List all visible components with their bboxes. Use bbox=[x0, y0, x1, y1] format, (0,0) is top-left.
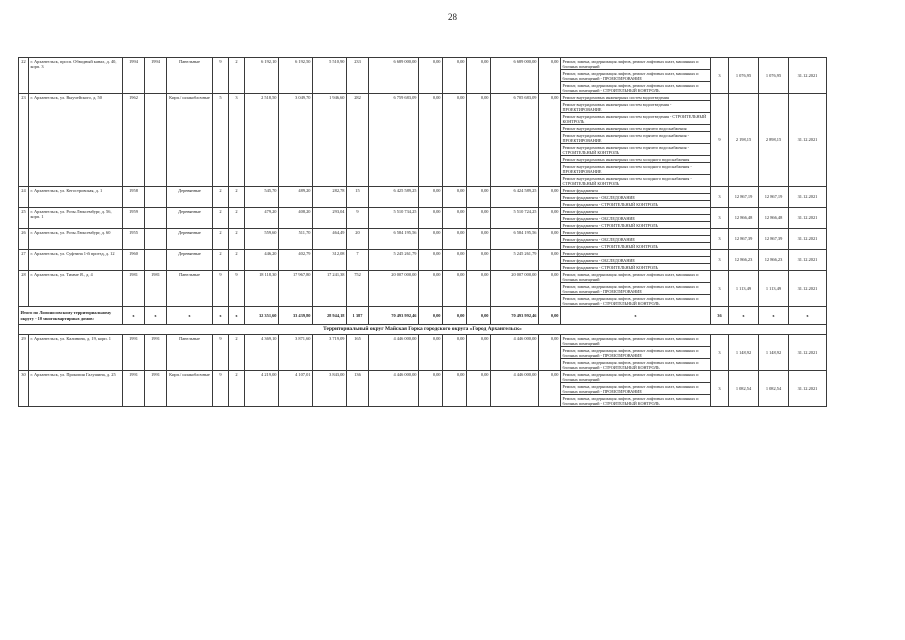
cell-unit2: 12 866,48 bbox=[759, 208, 789, 229]
cell-floors: 5 bbox=[213, 94, 229, 187]
cell-year1: 1962 bbox=[123, 94, 145, 187]
work-item: Ремонт, замена, модернизация лифтов, ремонт лифтовых шахт, машинных и блочных помещений bbox=[561, 335, 710, 347]
cell-cost-total: 20 007 000,00 bbox=[369, 271, 419, 307]
table-row bbox=[19, 94, 827, 187]
cell-wall: Кирп./ шлакоблочные bbox=[167, 94, 213, 187]
cell-date: 31.12.2021 bbox=[789, 94, 827, 187]
work-item: Ремонт внутридомовых инженерных систем водоотведения - СТРОИТЕЛЬНЫЙ КОНТРОЛЬ bbox=[561, 113, 710, 125]
cell-area3: 3 719,09 bbox=[313, 335, 347, 371]
cell-budget1: 0,00 bbox=[443, 335, 467, 371]
cell-budget2: 0,00 bbox=[467, 187, 491, 208]
cell-address: г. Архангельск, ул. Калинина, д. 19, корп. 1 bbox=[29, 335, 123, 371]
cell-address: г. Архангельск, ул. Розы Люксембург, д. 56, корп. 1 bbox=[29, 208, 123, 229]
cell-wall: Панельные bbox=[167, 335, 213, 371]
work-item: Ремонт фундамента - ОБСЛЕДОВАНИЕ bbox=[561, 236, 710, 243]
cell-area1: 559,60 bbox=[245, 229, 279, 250]
cell-works bbox=[561, 229, 711, 250]
cell-other: 0,00 bbox=[539, 208, 561, 229]
cell-cost-total: 6 425 589,25 bbox=[369, 187, 419, 208]
work-item: Ремонт, замена, модернизация лифтов, ремонт лифтовых шахт, машинных и блочных помещений bbox=[561, 58, 710, 70]
cell-unit1: 2 198,15 bbox=[729, 94, 759, 187]
cell-entrances: 2 bbox=[229, 250, 245, 271]
cell-no: 27 bbox=[19, 250, 29, 271]
cell-entrances: 2 bbox=[229, 335, 245, 371]
total-count: 36 bbox=[711, 307, 729, 325]
cell-area3: 464,49 bbox=[313, 229, 347, 250]
cell-budget1: 0,00 bbox=[443, 371, 467, 407]
cell-area1: 4 219,00 bbox=[245, 371, 279, 407]
cell-address: г. Архангельск, ул. Тимме Я., д. 4 bbox=[29, 271, 123, 307]
cell-fund: 0,00 bbox=[419, 208, 443, 229]
cell-budget1: 0,00 bbox=[443, 187, 467, 208]
cell-date: 31.12.2021 bbox=[789, 250, 827, 271]
table-total bbox=[19, 307, 827, 335]
cell-floors: 9 bbox=[213, 371, 229, 407]
cell-budget2: 0,00 bbox=[467, 58, 491, 94]
cell-budget1: 0,00 bbox=[443, 208, 467, 229]
cell-cost-total: 6 759 683,09 bbox=[369, 94, 419, 187]
work-item: Ремонт внутридомовых инженерных систем водоотведения - ПРОЕКТИРОВАНИЕ bbox=[561, 101, 710, 113]
total-cell: x bbox=[145, 307, 167, 325]
cell-owners: 6 689 000,00 bbox=[491, 58, 539, 94]
cell-year2: 1991 bbox=[145, 335, 167, 371]
cell-works bbox=[561, 371, 711, 407]
cell-entrances: 9 bbox=[229, 271, 245, 307]
cell-budget2: 0,00 bbox=[467, 250, 491, 271]
cell-year2: 1994 bbox=[145, 58, 167, 94]
table-row bbox=[19, 187, 827, 208]
cell-cost-total: 4 446 000,00 bbox=[369, 335, 419, 371]
cell-count: 3 bbox=[711, 229, 729, 250]
cell-residents: 752 bbox=[347, 271, 369, 307]
cell-area2: 3 049,70 bbox=[279, 94, 313, 187]
cell-unit2: 1 113,49 bbox=[759, 271, 789, 307]
cell-address: г. Архангельск, ул. Суфтина 1-й проезд, д. 12 bbox=[29, 250, 123, 271]
cell-unit1: 1 076,95 bbox=[729, 58, 759, 94]
cell-cost-total: 6 689 000,00 bbox=[369, 58, 419, 94]
cell-entrances: 2 bbox=[229, 208, 245, 229]
total-unit2: x bbox=[759, 307, 789, 325]
table-row bbox=[19, 250, 827, 271]
cell-floors: 2 bbox=[213, 250, 229, 271]
work-item: Ремонт фундамента bbox=[561, 250, 710, 257]
cell-budget1: 0,00 bbox=[443, 58, 467, 94]
cell-entrances: 3 bbox=[229, 94, 245, 187]
cell-year2: 1981 bbox=[145, 271, 167, 307]
cell-no: 22 bbox=[19, 58, 29, 94]
work-item: Ремонт, замена, модернизация лифтов, ремонт лифтовых шахт, машинных и блочных помещений - ПРОЕКТИРОВАНИЕ bbox=[561, 383, 710, 395]
cell-year1: 1958 bbox=[123, 187, 145, 208]
total-budget1: 0,00 bbox=[443, 307, 467, 325]
cell-cost-total: 5 245 261,79 bbox=[369, 250, 419, 271]
cell-area1: 479,20 bbox=[245, 208, 279, 229]
work-item: Ремонт, замена, модернизация лифтов, ремонт лифтовых шахт, машинных и блочных помещений - СТРОИТЕЛЬНЫЙ КОНТРОЛЬ bbox=[562, 82, 699, 93]
work-item: Ремонт внутридомовых инженерных систем холодного водоснабжения - ПРОЕКТИРОВАНИЕ bbox=[561, 163, 710, 175]
total-cell: x bbox=[123, 307, 145, 325]
table-row bbox=[19, 58, 827, 94]
section-row bbox=[19, 325, 827, 335]
program-table-sheet bbox=[18, 57, 827, 407]
cell-area2: 408,20 bbox=[279, 208, 313, 229]
cell-count: 3 bbox=[711, 371, 729, 407]
work-item: Ремонт фундамента - ОБСЛЕДОВАНИЕ bbox=[561, 257, 710, 264]
cell-area2: 3 871,60 bbox=[279, 335, 313, 371]
cell-no: 23 bbox=[19, 94, 29, 187]
cell-floors: 2 bbox=[213, 187, 229, 208]
cell-area2: 402,79 bbox=[279, 250, 313, 271]
work-item: Ремонт фундамента - СТРОИТЕЛЬНЫЙ КОНТРОЛЬ bbox=[562, 222, 658, 228]
cell-unit1: 12 866,23 bbox=[729, 250, 759, 271]
cell-budget2: 0,00 bbox=[467, 271, 491, 307]
cell-unit2: 2 898,15 bbox=[759, 94, 789, 187]
cell-budget2: 0,00 bbox=[467, 229, 491, 250]
cell-fund: 0,00 bbox=[419, 335, 443, 371]
total-cell: x bbox=[167, 307, 213, 325]
total-area2: 33 439,80 bbox=[279, 307, 313, 325]
cell-owners: 5 510 724,25 bbox=[491, 208, 539, 229]
cell-entrances: 2 bbox=[229, 58, 245, 94]
cell-area3: 293,04 bbox=[313, 208, 347, 229]
work-item: Ремонт, замена, модернизация лифтов, ремонт лифтовых шахт, машинных и блочных помещений - ПРОЕКТИРОВАНИЕ bbox=[561, 283, 710, 295]
cell-residents: 165 bbox=[347, 335, 369, 371]
cell-works bbox=[561, 94, 711, 187]
program-table bbox=[18, 57, 827, 407]
cell-area1: 446,20 bbox=[245, 250, 279, 271]
cell-date: 31.12.2021 bbox=[789, 335, 827, 371]
cell-residents: 282 bbox=[347, 94, 369, 187]
cell-no: 28 bbox=[19, 271, 29, 307]
cell-residents: 136 bbox=[347, 371, 369, 407]
cell-works bbox=[561, 208, 711, 229]
cell-fund: 0,00 bbox=[419, 371, 443, 407]
cell-budget1: 0,00 bbox=[443, 250, 467, 271]
cell-budget1: 0,00 bbox=[443, 229, 467, 250]
cell-unit2: 1 076,95 bbox=[759, 58, 789, 94]
cell-budget2: 0,00 bbox=[467, 94, 491, 187]
cell-no: 25 bbox=[19, 208, 29, 229]
table-row bbox=[19, 371, 827, 407]
cell-other: 0,00 bbox=[539, 94, 561, 187]
cell-no: 30 bbox=[19, 371, 29, 407]
cell-year2 bbox=[145, 229, 167, 250]
cell-wall: Панельные bbox=[167, 58, 213, 94]
total-date: x bbox=[789, 307, 827, 325]
cell-fund: 0,00 bbox=[419, 58, 443, 94]
cell-area1: 18 118,30 bbox=[245, 271, 279, 307]
cell-unit2: 1 148,92 bbox=[759, 335, 789, 371]
cell-other: 0,00 bbox=[539, 371, 561, 407]
cell-budget1: 0,00 bbox=[443, 271, 467, 307]
cell-residents: 20 bbox=[347, 229, 369, 250]
cell-budget2: 0,00 bbox=[467, 335, 491, 371]
total-budget2: 0,00 bbox=[467, 307, 491, 325]
cell-fund: 0,00 bbox=[419, 94, 443, 187]
cell-count: 3 bbox=[711, 250, 729, 271]
cell-works bbox=[561, 250, 711, 271]
cell-wall: Панельные bbox=[167, 271, 213, 307]
cell-residents: 15 bbox=[347, 187, 369, 208]
cell-address: г. Архангельск, ул. Выучейского, д. 50 bbox=[29, 94, 123, 187]
work-item: Ремонт фундамента - ОБСЛЕДОВАНИЕ bbox=[561, 194, 710, 201]
cell-date: 31.12.2021 bbox=[789, 208, 827, 229]
cell-unit1: 1 082,54 bbox=[729, 371, 759, 407]
cell-date: 31.12.2021 bbox=[789, 229, 827, 250]
cell-no: 24 bbox=[19, 187, 29, 208]
work-item: Ремонт, замена, модернизация лифтов, ремонт лифтовых шахт, машинных и блочных помещений - СТРОИТЕЛЬНЫЙ КОНТРОЛЬ bbox=[562, 359, 699, 370]
cell-unit1: 1 113,49 bbox=[729, 271, 759, 307]
cell-budget2: 0,00 bbox=[467, 208, 491, 229]
cell-residents: 9 bbox=[347, 208, 369, 229]
cell-unit1: 12 867,19 bbox=[729, 187, 759, 208]
cell-unit2: 12 866,23 bbox=[759, 250, 789, 271]
cell-unit2: 12 867,19 bbox=[759, 187, 789, 208]
total-fund: 0,00 bbox=[419, 307, 443, 325]
cell-floors: 9 bbox=[213, 58, 229, 94]
work-item: Ремонт, замена, модернизация лифтов, ремонт лифтовых шахт, машинных и блочных помещений bbox=[561, 371, 710, 383]
cell-floors: 2 bbox=[213, 208, 229, 229]
cell-unit1: 1 148,92 bbox=[729, 335, 759, 371]
cell-area2: 511,70 bbox=[279, 229, 313, 250]
cell-wall: Кирп./ шлакоблочные bbox=[167, 371, 213, 407]
cell-budget1: 0,00 bbox=[443, 94, 467, 187]
cell-floors: 2 bbox=[213, 229, 229, 250]
work-item: Ремонт фундамента - СТРОИТЕЛЬНЫЙ КОНТРОЛЬ bbox=[562, 264, 658, 270]
cell-year1: 1959 bbox=[123, 208, 145, 229]
cell-fund: 0,00 bbox=[419, 187, 443, 208]
work-item: Ремонт внутридомовых инженерных систем горячего водоснабжения bbox=[561, 125, 710, 132]
cell-works bbox=[561, 187, 711, 208]
work-item: Ремонт внутридомовых инженерных систем горячего водоснабжения - ПРОЕКТИРОВАНИЕ bbox=[561, 132, 710, 144]
cell-cost-total: 4 446 000,00 bbox=[369, 371, 419, 407]
cell-count: 3 bbox=[711, 208, 729, 229]
work-item: Ремонт, замена, модернизация лифтов, ремонт лифтовых шахт, машинных и блочных помещений - ПРОЕКТИРОВАНИЕ bbox=[561, 347, 710, 359]
cell-date: 31.12.2021 bbox=[789, 187, 827, 208]
cell-owners: 6 705 683,09 bbox=[491, 94, 539, 187]
cell-floors: 9 bbox=[213, 271, 229, 307]
cell-owners: 4 446 000,00 bbox=[491, 371, 539, 407]
cell-date: 31.12.2021 bbox=[789, 58, 827, 94]
cell-year2: 1991 bbox=[145, 371, 167, 407]
total-label: Итого по Ломоносовскому территориальному округу - 10 многоквартирных домов: bbox=[19, 307, 123, 325]
work-item: Ремонт, замена, модернизация лифтов, ремонт лифтовых шахт, машинных и блочных помещений bbox=[561, 271, 710, 283]
cell-year1: 1991 bbox=[123, 335, 145, 371]
cell-floors: 9 bbox=[213, 335, 229, 371]
cell-residents: 7 bbox=[347, 250, 369, 271]
cell-owners: 20 007 000,00 bbox=[491, 271, 539, 307]
cell-budget2: 0,00 bbox=[467, 371, 491, 407]
cell-area2: 489,20 bbox=[279, 187, 313, 208]
cell-owners: 6 424 589,25 bbox=[491, 187, 539, 208]
cell-other: 0,00 bbox=[539, 187, 561, 208]
total-cell: x bbox=[213, 307, 229, 325]
cell-area3: 5 510,90 bbox=[313, 58, 347, 94]
total-unit1: x bbox=[729, 307, 759, 325]
cell-address: г. Архангельск, ул. Розы Люксембург, д. 60 bbox=[29, 229, 123, 250]
cell-other: 0,00 bbox=[539, 335, 561, 371]
cell-area1: 6 192,10 bbox=[245, 58, 279, 94]
cell-other: 0,00 bbox=[539, 271, 561, 307]
cell-year1: 1994 bbox=[123, 58, 145, 94]
cell-owners: 6 584 195,56 bbox=[491, 229, 539, 250]
cell-entrances: 2 bbox=[229, 229, 245, 250]
cell-area2: 6 192,50 bbox=[279, 58, 313, 94]
cell-area1: 545,70 bbox=[245, 187, 279, 208]
table-row bbox=[19, 208, 827, 229]
cell-entrances: 2 bbox=[229, 371, 245, 407]
work-item: Ремонт, замена, модернизация лифтов, ремонт лифтовых шахт, машинных и блочных помещений - СТРОИТЕЛЬНЫЙ КОНТРОЛЬ bbox=[562, 395, 699, 406]
cell-year1: 1960 bbox=[123, 250, 145, 271]
cell-wall: Деревянные bbox=[167, 250, 213, 271]
total-cost: 70 493 992,46 bbox=[369, 307, 419, 325]
cell-area3: 3 843,00 bbox=[313, 371, 347, 407]
cell-works bbox=[561, 271, 711, 307]
cell-fund: 0,00 bbox=[419, 229, 443, 250]
cell-date: 31.12.2021 bbox=[789, 371, 827, 407]
work-item: Ремонт фундамента bbox=[561, 187, 710, 194]
work-item: Ремонт фундамента bbox=[561, 208, 710, 215]
cell-area3: 312,08 bbox=[313, 250, 347, 271]
total-area3: 28 944,18 bbox=[313, 307, 347, 325]
cell-address: г. Архангельск, ул. Прокопия Галушина, д. 25 bbox=[29, 371, 123, 407]
cell-unit2: 12 867,39 bbox=[759, 229, 789, 250]
cell-address: г. Архангельск, просп. Обводный канал, д. 40, корп. 3 bbox=[29, 58, 123, 94]
cell-year2 bbox=[145, 94, 167, 187]
work-item: Ремонт фундамента - СТРОИТЕЛЬНЫЙ КОНТРОЛЬ bbox=[562, 201, 658, 207]
cell-wall: Деревянные bbox=[167, 187, 213, 208]
total-cell: x bbox=[229, 307, 245, 325]
cell-year2 bbox=[145, 208, 167, 229]
cell-year2 bbox=[145, 187, 167, 208]
cell-fund: 0,00 bbox=[419, 250, 443, 271]
cell-area1: 4 369,10 bbox=[245, 335, 279, 371]
page-number: 28 bbox=[448, 12, 457, 22]
cell-area1: 2 518,50 bbox=[245, 94, 279, 187]
cell-cost-total: 5 510 734,25 bbox=[369, 208, 419, 229]
cell-year1: 1991 bbox=[123, 371, 145, 407]
cell-year1: 1955 bbox=[123, 229, 145, 250]
cell-area2: 17 967,80 bbox=[279, 271, 313, 307]
work-item: Ремонт внутридомовых инженерных систем холодного водоснабжения - СТРОИТЕЛЬНЫЙ КОНТРОЛЬ bbox=[562, 175, 692, 186]
table-body-district-1 bbox=[19, 58, 827, 307]
total-area1: 32 351,60 bbox=[245, 307, 279, 325]
work-item: Ремонт внутридомовых инженерных систем горячего водоснабжения - СТРОИТЕЛЬНЫЙ КОНТРОЛЬ bbox=[561, 144, 710, 156]
total-owners: 70 493 992,46 bbox=[491, 307, 539, 325]
cell-count: 3 bbox=[711, 335, 729, 371]
work-item: Ремонт фундамента - СТРОИТЕЛЬНЫЙ КОНТРОЛЬ bbox=[562, 243, 658, 249]
cell-count: 3 bbox=[711, 58, 729, 94]
total-works: x bbox=[561, 307, 711, 325]
cell-year2 bbox=[145, 250, 167, 271]
total-other: 0,00 bbox=[539, 307, 561, 325]
cell-other: 0,00 bbox=[539, 229, 561, 250]
total-row bbox=[19, 307, 827, 325]
cell-area2: 4 107,01 bbox=[279, 371, 313, 407]
cell-works bbox=[561, 58, 711, 94]
table-row bbox=[19, 335, 827, 371]
work-item: Ремонт внутридомовых инженерных систем водоотведения bbox=[561, 94, 710, 101]
cell-cost-total: 6 584 195,56 bbox=[369, 229, 419, 250]
cell-owners: 4 446 000,00 bbox=[491, 335, 539, 371]
cell-date: 31.12.2021 bbox=[789, 271, 827, 307]
total-residents: 1 387 bbox=[347, 307, 369, 325]
cell-wall: Деревянные bbox=[167, 229, 213, 250]
cell-works bbox=[561, 335, 711, 371]
cell-count: 3 bbox=[711, 271, 729, 307]
work-item: Ремонт внутридомовых инженерных систем холодного водоснабжения bbox=[561, 156, 710, 163]
cell-unit2: 1 082,54 bbox=[759, 371, 789, 407]
cell-year1: 1981 bbox=[123, 271, 145, 307]
work-item: Ремонт, замена, модернизация лифтов, ремонт лифтовых шахт, машинных и блочных помещений - ПРОЕКТИРОВАНИЕ bbox=[561, 70, 710, 82]
cell-entrances: 2 bbox=[229, 187, 245, 208]
cell-no: 26 bbox=[19, 229, 29, 250]
work-item: Ремонт фундамента - ОБСЛЕДОВАНИЕ bbox=[561, 215, 710, 222]
cell-residents: 233 bbox=[347, 58, 369, 94]
cell-address: г. Архангельск, ул. Кегостровская, д. 1 bbox=[29, 187, 123, 208]
table-row bbox=[19, 229, 827, 250]
table-body-district-2 bbox=[19, 335, 827, 407]
cell-area3: 282,78 bbox=[313, 187, 347, 208]
cell-no: 29 bbox=[19, 335, 29, 371]
cell-area3: 1 946,60 bbox=[313, 94, 347, 187]
cell-other: 0,00 bbox=[539, 250, 561, 271]
cell-area3: 17 241,38 bbox=[313, 271, 347, 307]
section-title: Территориальный округ Майская Горка городского округа «Город Архангельск» bbox=[19, 325, 827, 335]
cell-fund: 0,00 bbox=[419, 271, 443, 307]
work-item: Ремонт, замена, модернизация лифтов, ремонт лифтовых шахт, машинных и блочных помещений - СТРОИТЕЛЬНЫЙ КОНТРОЛЬ bbox=[562, 295, 699, 306]
table-row bbox=[19, 271, 827, 307]
work-item: Ремонт фундамента bbox=[561, 229, 710, 236]
cell-wall: Деревянные bbox=[167, 208, 213, 229]
cell-unit1: 12 866,48 bbox=[729, 208, 759, 229]
cell-unit1: 12 867,39 bbox=[729, 229, 759, 250]
cell-other: 0,00 bbox=[539, 58, 561, 94]
cell-owners: 5 245 261,79 bbox=[491, 250, 539, 271]
cell-count: 9 bbox=[711, 94, 729, 187]
cell-count: 3 bbox=[711, 187, 729, 208]
